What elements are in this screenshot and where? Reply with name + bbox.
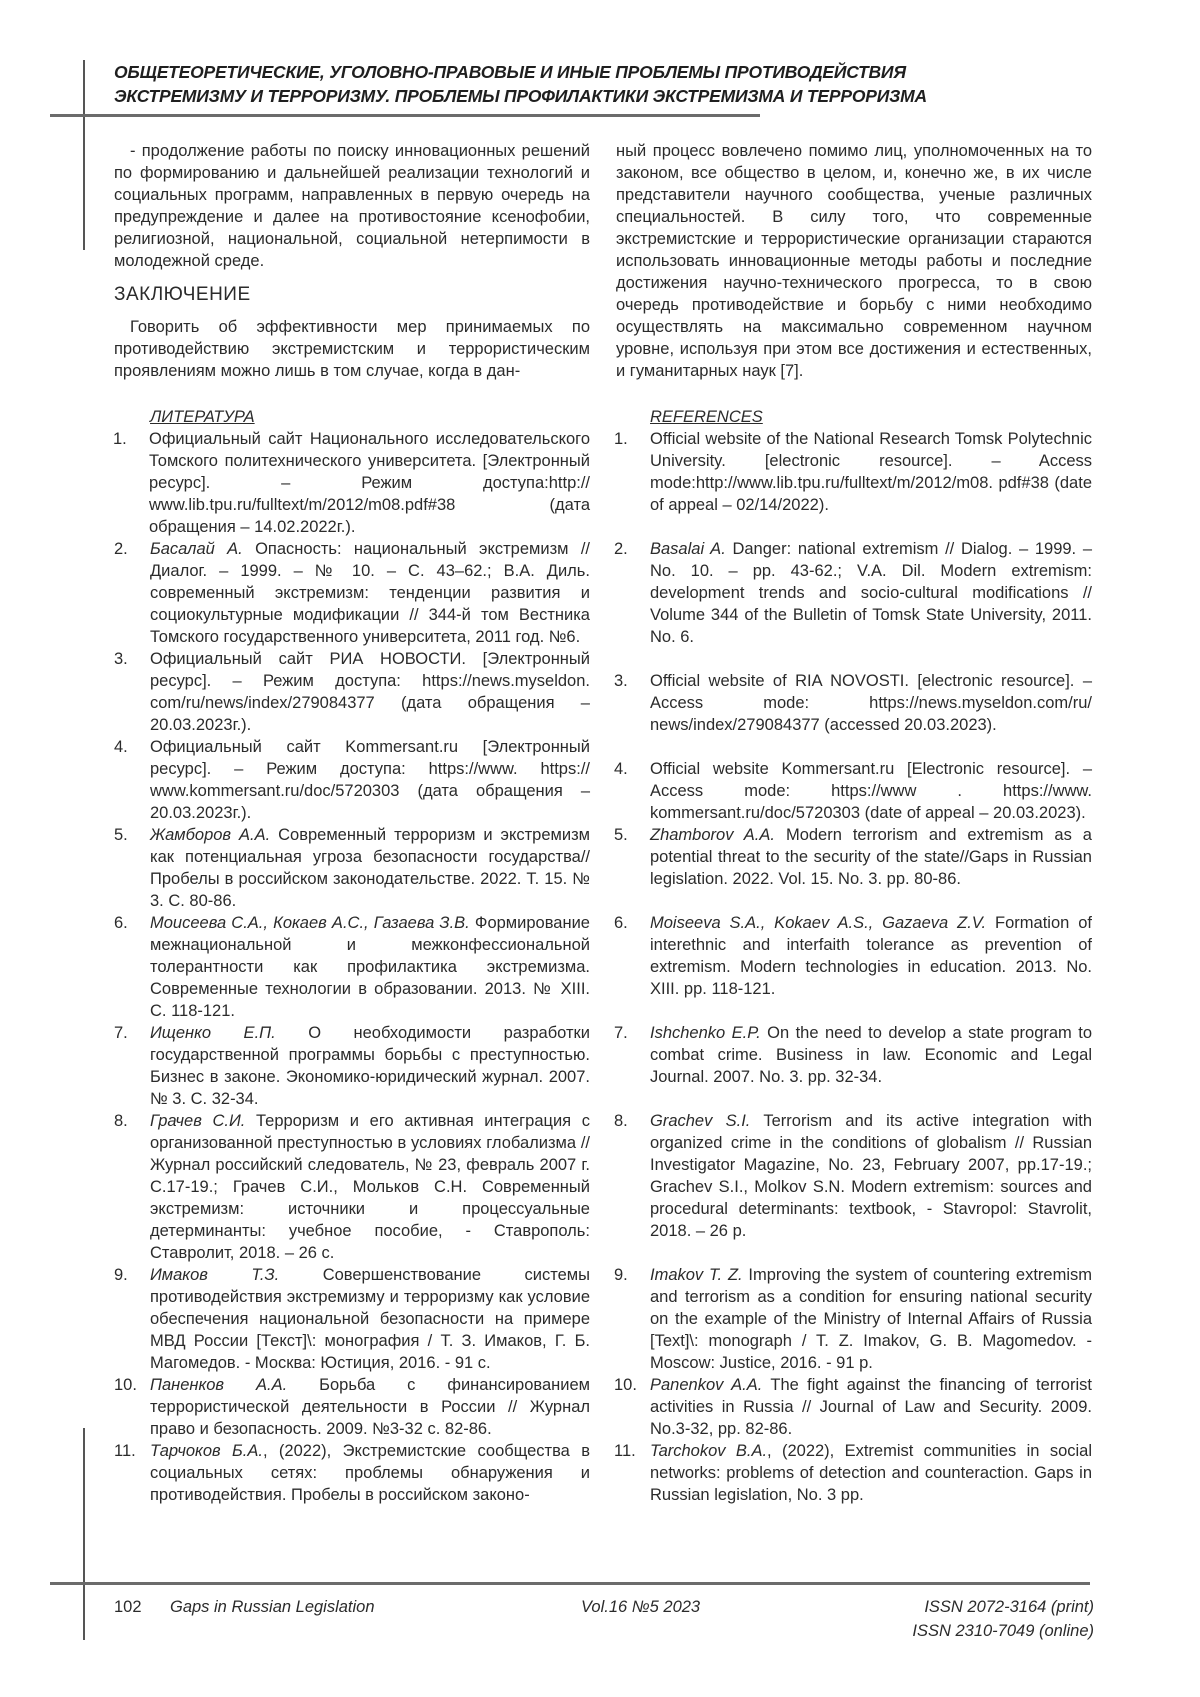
left-column <box>114 140 590 382</box>
issn-online: ISSN 2310-7049 (online) <box>912 1622 1094 1640</box>
reference-item: 3. Официальный сайт РИА НОВОСТИ. [Электронный ресурс]. – Режим доступа: https://news.myseldon. com/ru/news/index/279084377 (дата обращения – 20.03.2023г.). <box>114 650 590 734</box>
page-number: 102 <box>114 1598 142 1616</box>
issn-block <box>912 1595 1094 1643</box>
right-column <box>616 140 1092 382</box>
reference-item: 7. Ishchenko E.P. On the need to develop a state program to combat crime. Business in law. Economic and Legal Journal. 2007. No. 3. pp. 32-34. <box>614 1024 1093 1086</box>
reference-item: 4. Official website Kommersant.ru [Electronic resource]. – Access mode: https://www . https://www. kommersant.ru/doc/5720303 (date of appeal – 20.03.2023). <box>614 760 1092 822</box>
running-header-line-1: ОБЩЕТЕОРЕТИЧЕСКИЕ, УГОЛОВНО-ПРАВОВЫЕ И ИНЫЕ ПРОБЛЕМЫ ПРОТИВОДЕЙСТВИЯ <box>114 62 906 82</box>
reference-item: 3. Official website of RIA NOVOSTI. [electronic resource]. – Access mode: https://news.myseldon.com/ru/ news/index/279084377 (accessed 20.03.2023). <box>614 672 1092 734</box>
reference-item: 6. Моисеева С.А., Кокаев А.С., Газаева З.В. Формирование межнациональной и межконфессиональной толерантности как профилактика экстремизма. Современные технологии в образовании. 2013. № XIII. С. 118-121. <box>114 914 590 1020</box>
running-header <box>114 60 1114 108</box>
reference-item: 9. Imakov T. Z. Improving the system of countering extremism and terrorism as a condition for ensuring national security on the example of the Ministry of Internal Affairs of Russia [Text]\: monograph / T. Z. Imakov, G. B. Magomedov. - Moscow: Justice, 2016. - 91 p. <box>614 1266 1092 1372</box>
references-en <box>614 406 1092 1506</box>
continuation-paragraph: ный процесс вовлечено помимо лиц, уполномоченных на то законом, все общество в целом, и, конечно же, в их числе представители научного сообщества, ученые различных специальностей. В силу того, что современные экстремистские и террористические организации стараются использовать инновационные методы работы и последние достижения научно-технического прогресса, то в свою очередь противодействие и борьбу с ними необходимо осуществлять на максимально современном научном уровне, используя при этом все достижения и естественных, и гуманитарных наук [7]. <box>616 142 1092 380</box>
reference-item: 6. Moiseeva S.A., Kokaev A.S., Gazaeva Z.V. Formation of interethnic and interfaith tolerance as prevention of extremism. Modern technologies in education. 2013. No. XIII. pp. 118-121. <box>614 914 1092 998</box>
footer-horizontal-rule <box>50 1582 1090 1585</box>
header-vertical-rule <box>83 60 85 250</box>
reference-item: 8. Grachev S.I. Terrorism and its active integration with organized crime in the conditions of globalism // Russian Investigator Magazine, No. 23, February 2007, pp.17-19.; Grachev S.I., Molkov S.N. Modern extremism: sources and procedural determinants: textbook, - Stavropol: Stavrolit, 2018. – 26 p. <box>614 1112 1092 1240</box>
reference-item: 2. Basalai A. Danger: national extremism // Dialog. – 1999. – No. 10. – pp. 43-62.; V.A. Dil. Modern extremism: development trends and socio-cultural modifications // Volume 344 of the Bulletin of Tomsk State University, 2011. No. 6. <box>614 540 1092 646</box>
footer-vertical-rule <box>83 1428 85 1640</box>
header-horizontal-rule <box>50 114 760 117</box>
running-header-line-2: ЭКСТРЕМИЗМУ И ТЕРРОРИЗМУ. ПРОБЛЕМЫ ПРОФИЛАКТИКИ ЭКСТРЕМИЗМА И ТЕРРОРИЗМА <box>114 86 927 106</box>
references-ru <box>114 406 590 1506</box>
volume-issue: Vol.16 №5 2023 <box>581 1598 701 1616</box>
journal-name: Gaps in Russian Legislation <box>170 1598 375 1616</box>
reference-item: 10. Panenkov A.A. The fight against the financing of terrorist activities in Russia // Journal of Law and Security. 2009. No.3-32, pp. 82-86. <box>614 1376 1092 1438</box>
reference-item: 11. Tarchokov B.A., (2022), Extremist communities in social networks: problems of detection and counteraction. Gaps in Russian legislation, No. 3 pp. <box>614 1442 1093 1504</box>
reference-item: 2. Басалай А. Опасность: национальный экстремизм // Диалог. – 1999. – № 10. – С. 43–62.; В.А. Диль. современный экстремизм: тенденции развития и социокультурные модификации // 344-й том Вестника Томского государственного университета, 2011 год. №6. <box>114 540 591 646</box>
references-ru-title: ЛИТЕРАТУРА <box>150 408 255 426</box>
reference-item: 1. Official website of the National Research Tomsk Polytechnic University. [electronic resource]. – Access mode:http://www.lib.tpu.ru/fulltext/m/2012/m08. pdf#38 (date of appeal – 02/14/2022). <box>614 430 1092 514</box>
reference-item: 7. Ищенко Е.П. О необходимости разработки государственной программы борьбы с преступностью. Бизнес в законе. Экономико-юридический журнал. 2007. № 3. С. 32-34. <box>114 1024 590 1108</box>
section-title-conclusion: ЗАКЛЮЧЕНИЕ <box>114 284 251 305</box>
conclusion-paragraph: Говорить об эффективности мер принимаемых по противодействию экстремистским и террористическим проявлениям можно лишь в том случае, когда в дан- <box>114 318 590 380</box>
references-ru-list <box>114 428 590 1506</box>
reference-item: 11. Тарчоков Б.А., (2022), Экстремистские сообщества в социальных сетях: проблемы обнаружения и противодействия. Пробелы в российском законо- <box>114 1442 590 1504</box>
references-en-list <box>614 428 1092 1506</box>
reference-item: 10. Паненков А.А. Борьба с финансированием террористической деятельности в России // Журнал право и безопасность. 2009. №3-32 с. 82-86. <box>114 1376 590 1438</box>
reference-item: 5. Zhamborov A.A. Modern terrorism and extremism as a potential threat to the security of the state//Gaps in Russian legislation. 2022. Vol. 15. No. 3. pp. 80-86. <box>614 826 1092 888</box>
reference-item: 4. Официальный сайт Kommersant.ru [Электронный ресурс]. – Режим доступа: https://www. https:// www.kommersant.ru/doc/5720303 (дата обращения – 20.03.2023г.). <box>114 738 590 822</box>
reference-item: 1. Официальный сайт Национального исследовательского Томского политехнического университета. [Электронный ресурс]. – Режим доступа:http:// www.lib.tpu.ru/fulltext/m/2012/m08.pdf#38 (дата обращения – 14.02.2022г.). <box>113 430 590 536</box>
reference-item: 8. Грачев С.И. Терроризм и его активная интеграция с организованной преступностью в условиях глобализма // Журнал российский следователь, № 23, февраль 2007 г. С.17-19.; Грачев С.И., Мольков С.Н. Современный экстремизм: источники и процессуальные детерминанты: учебное пособие, - Ставрополь: Ставролит, 2018. – 26 с. <box>114 1112 590 1262</box>
intro-paragraph: - продолжение работы по поиску инновационных решений по формированию и дальнейшей реализации технологий и социальных программ, направленных в первую очередь на предупреждение и далее на противостояние ксенофобии, религиозной, национальной, социальной нетерпимости в молодежной среде. <box>114 142 590 270</box>
reference-item: 5. Жамборов А.А. Современный терроризм и экстремизм как потенциальная угроза безопасности государства//Пробелы в российском законодательстве. 2022. Т. 15. № 3. С. 80-86. <box>114 826 591 910</box>
issn-print: ISSN 2072-3164 (print) <box>924 1598 1094 1616</box>
reference-item: 9. Имаков Т.З. Совершенствование системы противодействия экстремизму и терроризму как условие обеспечения национальной безопасности на примере МВД России [Текст]\: монография / Т. З. Имаков, Г. Б. Магомедов. - Москва: Юстиция, 2016. - 91 с. <box>114 1266 590 1372</box>
references-en-title: REFERENCES <box>650 408 763 426</box>
